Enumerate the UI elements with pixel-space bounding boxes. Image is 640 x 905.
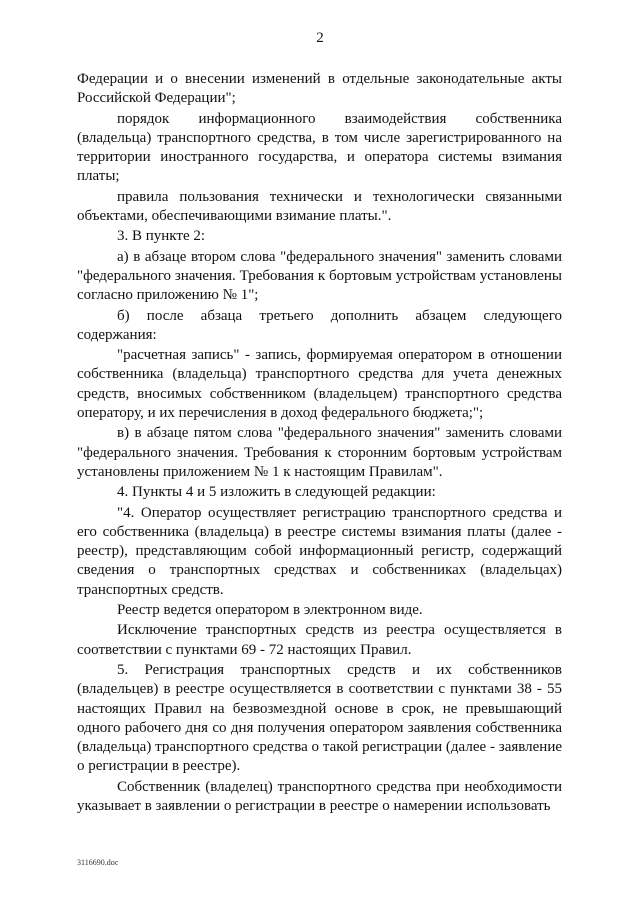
paragraph: порядок информационного взаимодействия собственника (владельца) транспортного средства, в том числе зарегистрированного на территории иностранного государства, и оператора системы взимания платы; (77, 110, 562, 185)
paragraph: 4. Пункты 4 и 5 изложить в следующей редакции: (117, 484, 436, 501)
paragraph: 5. Регистрация транспортных средств и их собственников (владельцев) в реестре осуществляется в соответствии с пунктами 38 - 55 настоящих Правил на безвозмездной основе в срок, не превышающий одного рабочего дня со дня получения оператором заявления собственника (владельца) транспортного средства о такой регистрации (далее - заявление о регистрации в реестре). (77, 661, 562, 775)
paragraph: "расчетная запись" - запись, формируемая оператором в отношении собственника (владельца) транспортного средства для учета денежных средств, вносимых собственником (владельцем) транспортного средства оператору, и их перечисления в доход федерального бюджета;"; (77, 347, 562, 422)
paragraph: Собственник (владелец) транспортного средства при необходимости указывает в заявлении о регистрации в реестре о намерении использовать (77, 778, 562, 814)
paragraph: правила пользования технически и технологически связанными объектами, обеспечивающими взимание платы.". (77, 188, 562, 225)
paragraph: "4. Оператор осуществляет регистрацию транспортного средства и его собственника (владельца) в реестре системы взимания платы (далее - реестр), представляющим собой информационный регистр, содержащий сведения о транспортных средствах и собственниках (владельцах) транспортных средств. (77, 504, 562, 598)
paragraph: Федерации и о внесении изменений в отдельные законодательные акты Российской Федерации"; (77, 71, 562, 107)
paragraph: 3. В пункте 2: (117, 228, 206, 245)
paragraph: в) в абзаце пятом слова "федерального значения" заменить словами "федерального значения. Требования к сторонним бортовым устройствам установлены приложением № 1 к настоящим Правилам". (77, 425, 562, 480)
document-body (77, 70, 562, 817)
file-name-footer: 3116690.doc (77, 858, 119, 867)
paragraph: Реестр ведется оператором в электронном виде. (117, 602, 423, 619)
page-number: 2 (316, 30, 324, 46)
paragraph: б) после абзаца третьего дополнить абзацем следующего содержания: (77, 307, 562, 343)
paragraph: Исключение транспортных средств из реестра осуществляется в соответствии с пунктами 69 - 72 настоящих Правил. (77, 622, 562, 658)
paragraph: а) в абзаце втором слова "федерального значения" заменить словами "федерального значения. Требования к бортовым устройствам установлены согласно приложению № 1"; (77, 248, 562, 304)
